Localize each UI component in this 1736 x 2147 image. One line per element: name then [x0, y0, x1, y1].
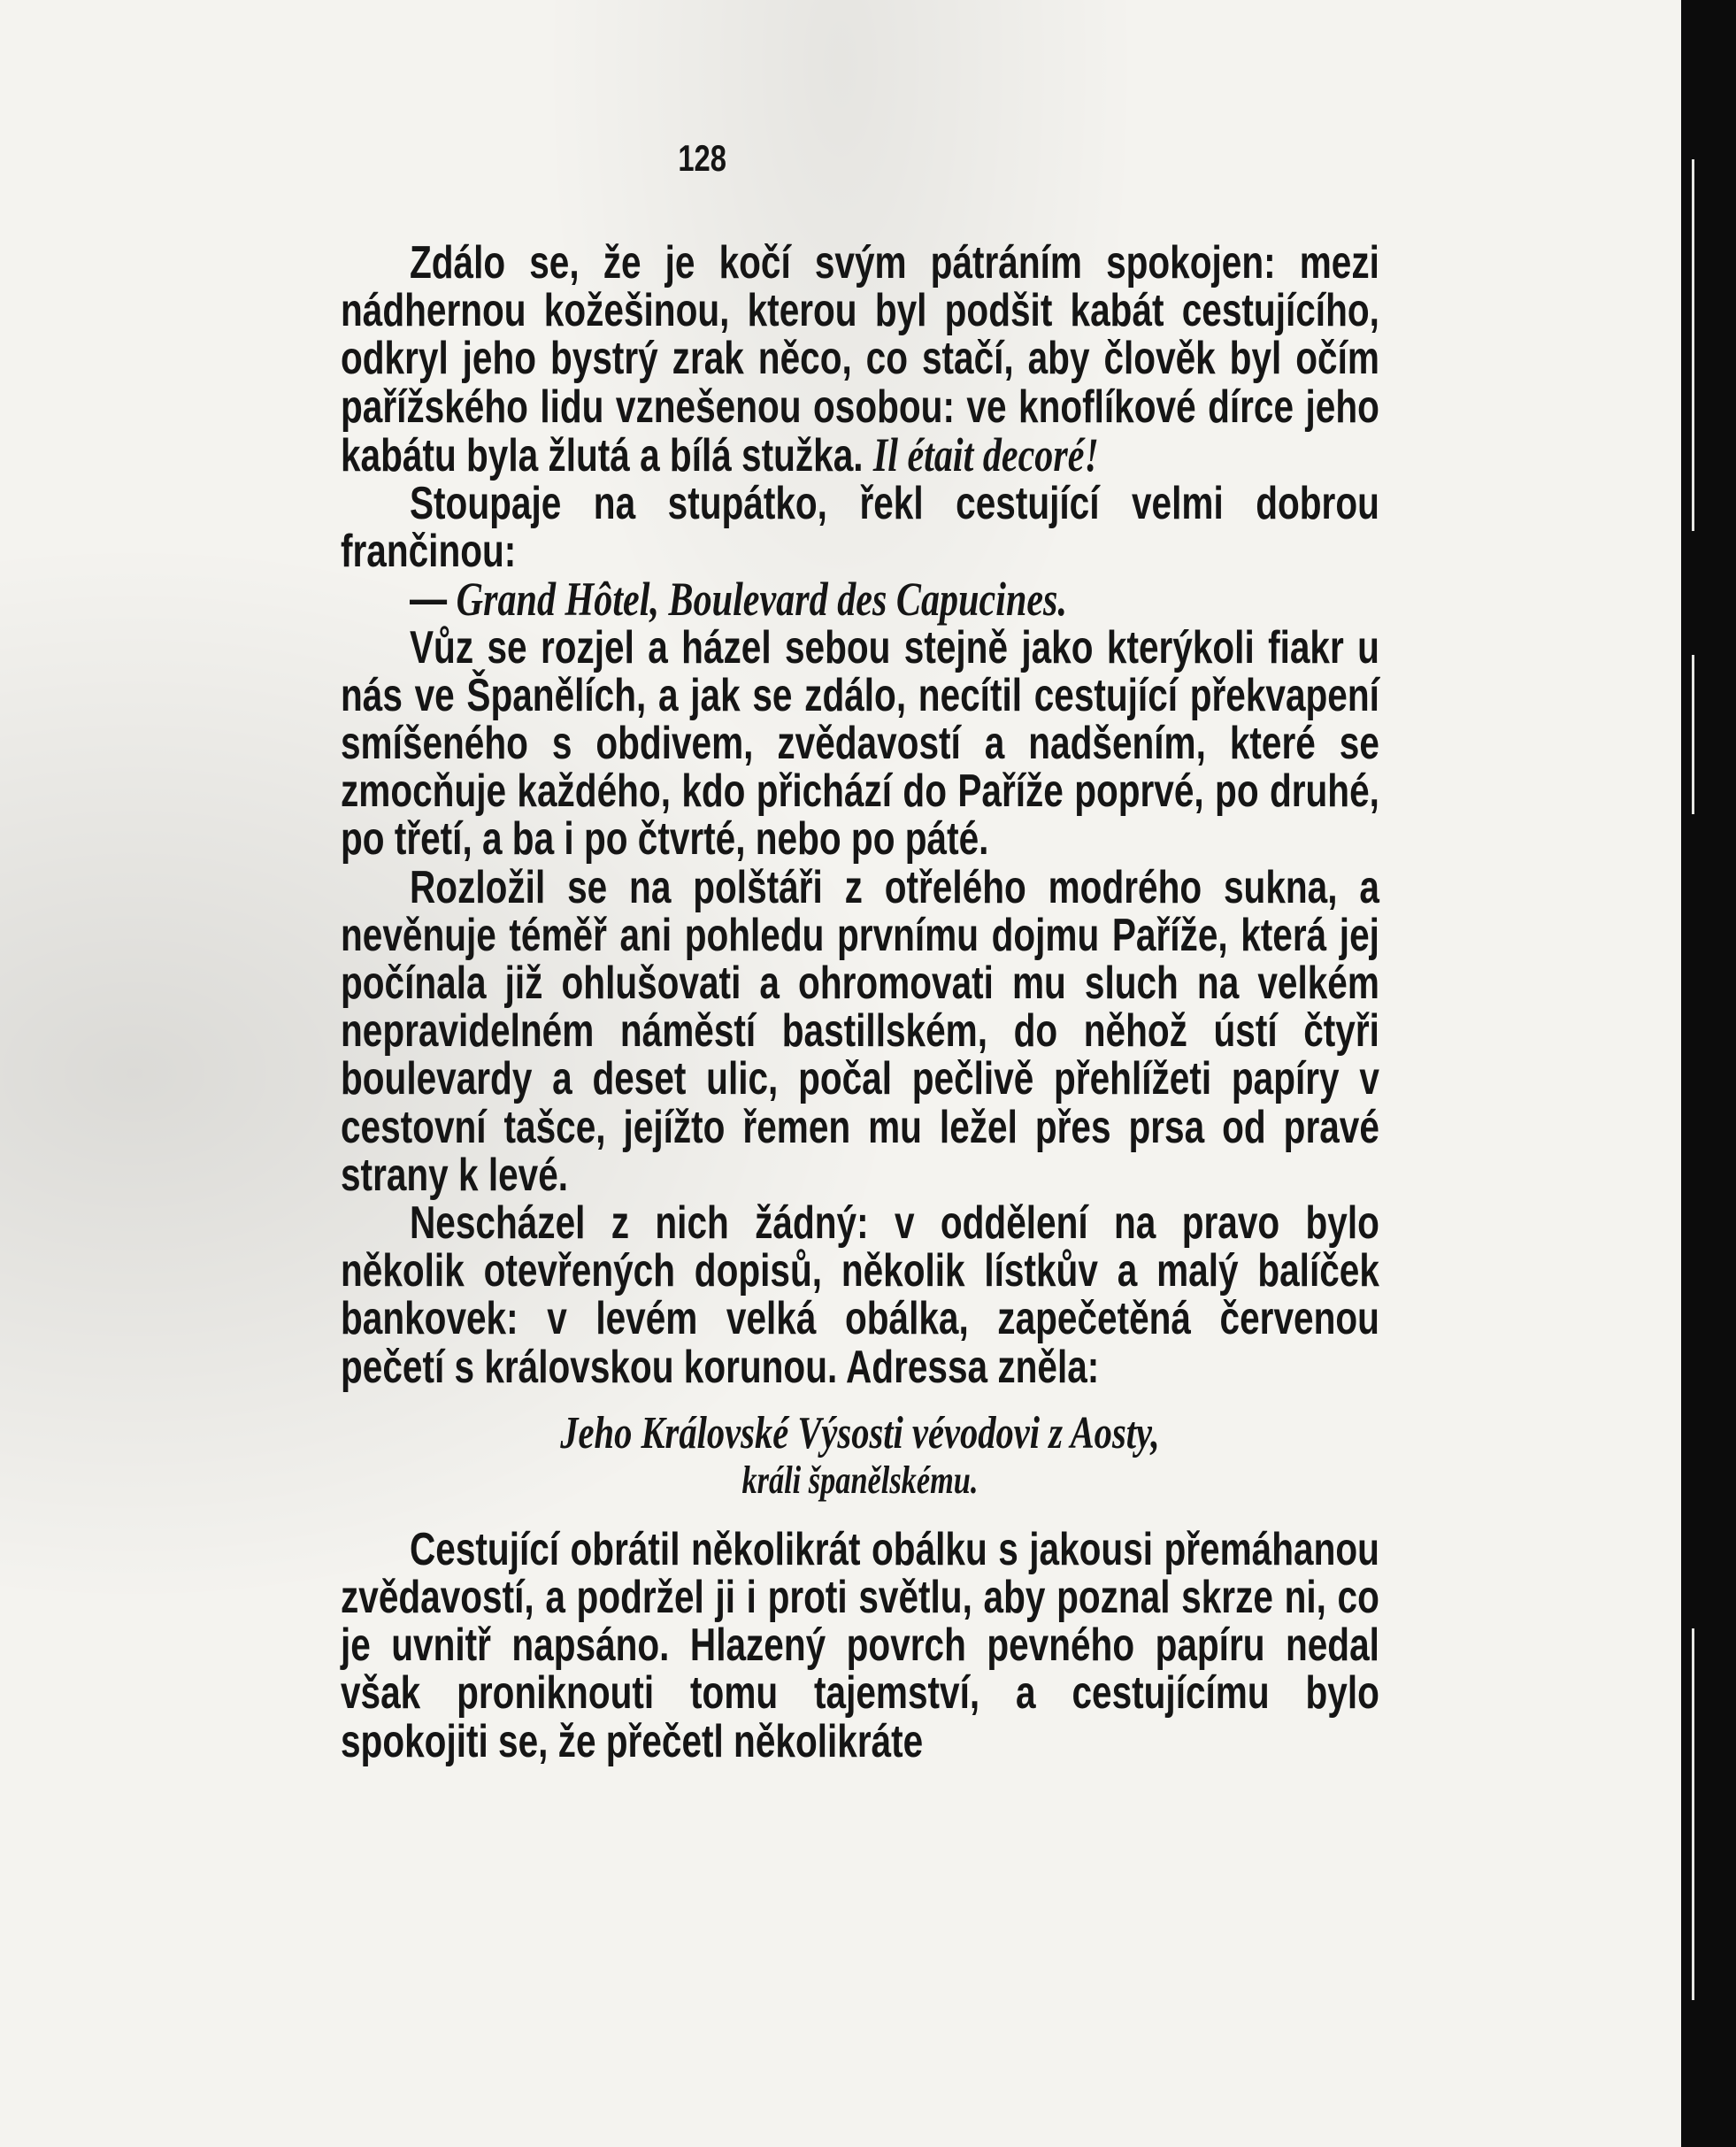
scan-edge-shadow — [1681, 0, 1736, 2147]
dialogue-text: Grand Hôtel, Boulevard des Capucines. — [456, 573, 1067, 627]
paragraph-5: Rozložil se na polštáři z otřelého modrého sukna, a nevěnuje téměř ani pohledu prvnímu dojmu Paříže, která jej počínala již ohlušovati a ohromovati mu sluch na velkém nepravidelném náměstí bastillském, do něhož ústí čtyři boulevardy a deset ulic, počal pečlivě přehlížeti papíry v cestovní tašce, jejížto řemen mu ležel přes prsa od pravé strany k levé. — [341, 861, 1379, 1201]
page-number: 128 — [678, 137, 726, 179]
page-text — [341, 239, 1379, 1766]
dialogue-dash: — — [410, 573, 448, 627]
letter-address — [341, 1409, 1379, 1503]
page-edge-line-1 — [1692, 159, 1694, 531]
address-line-1: Jeho Královské Výsosti vévodovi z Aosty, — [560, 1407, 1160, 1458]
paragraph-1-italic: Il était decoré! — [872, 427, 1099, 481]
paragraph-3-dialogue — [341, 573, 1379, 627]
paragraph-8: Cestující obrátil několikrát obálku s jakousi přemáhanou zvědavostí, a podržel ji i proti světlu, aby poznal skrze ni, co je uvnitř napsáno. Hlazený povrch pevného papíru nedal však proniknouti tomu tajemství, a cestujícímu bylo spokojiti se, že přečetl několikráte — [341, 1523, 1379, 1767]
paragraph-1-text: Zdálo se, že je kočí svým pátráním spokojen: mezi nádhernou kožešinou, kterou byl podšit kabát cestujícího, odkryl jeho bystrý zrak něco, co stačí, aby člověk byl očím pařížského lidu vznešenou osobou: ve knoflíkové dírce jeho kabátu byla žlutá a bílá stužka. — [341, 237, 1379, 481]
page-edge-line-2 — [1692, 655, 1694, 814]
paragraph-6: Nescházel z nich žádný: v oddělení na pravo bylo několik otevřených dopisů, několik lístkův a malý balíček bankovek: v levém velká obálka, zapečetěná červenou pečetí s královskou korunou. Adressa zněla: — [341, 1197, 1379, 1393]
paragraph-2: Stoupaje na stupátko, řekl cestující velmi dobrou frančinou: — [341, 478, 1379, 578]
address-line-2: králi španělskému. — [741, 1458, 979, 1502]
paragraph-1 — [341, 239, 1379, 480]
paragraph-4: Vůz se rozjel a házel sebou stejně jako kterýkoli fiakr u nás ve Španělích, a jak se zdálo, necítil cestující překvapení smíšeného s obdivem, zvědavostí a nadšením, které se zmocňuje každého, kdo přichází do Paříže poprvé, po druhé, po třetí, a ba i po čtvrté, nebo po páté. — [341, 621, 1379, 866]
page-edge-line-3 — [1692, 1628, 1694, 2000]
